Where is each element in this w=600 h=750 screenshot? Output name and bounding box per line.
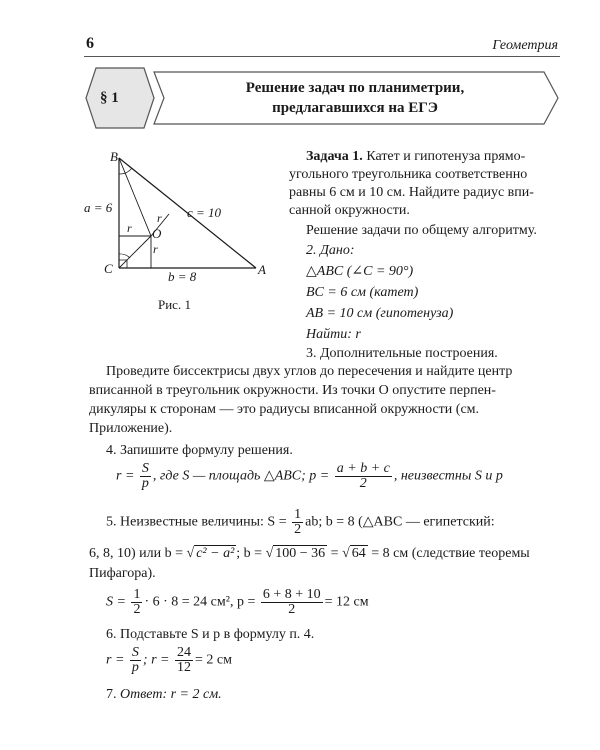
f4-b: , где S — площадь △ABC; p = <box>152 468 330 484</box>
bisector-b <box>119 158 151 236</box>
center-o-label: O <box>152 226 162 241</box>
vertex-b-label: B <box>110 149 118 164</box>
f4-den2: 2 <box>359 476 367 491</box>
step5-b: ab; b = 8 (△ABC — египетский: <box>305 514 495 530</box>
step5-num: 1 <box>294 507 302 522</box>
given-heading: 2. Дано: <box>306 243 355 258</box>
task-line1 <box>306 148 525 166</box>
step5-line1 <box>106 508 495 537</box>
task-line2: угольного треугольника соответственно <box>289 167 528 182</box>
calc-num: 1 <box>133 587 141 602</box>
calc-den: 2 <box>133 602 141 617</box>
step5-line3: Пифагора). <box>89 566 156 581</box>
side-c-label: c = 10 <box>187 205 222 220</box>
side-b-label: b = 8 <box>168 269 197 284</box>
step6-line: 6. Подставьте S и p в формулу п. 4. <box>106 627 315 642</box>
f6-a: r = <box>106 652 125 668</box>
section-number: § 1 <box>100 90 119 106</box>
step7-a: 7. <box>106 687 117 702</box>
fraction-perimeter-2 <box>261 588 323 617</box>
figure-caption: Рис. 1 <box>158 297 191 312</box>
task-line1-text: Катет и гипотенуза прямо- <box>366 149 526 164</box>
f4-num: S <box>141 461 149 476</box>
f6-den: p <box>131 660 139 675</box>
formula-step4 <box>116 462 503 491</box>
bisector-c <box>119 236 151 268</box>
running-header: Геометрия <box>492 38 558 53</box>
f4-den: p <box>141 476 149 491</box>
sqrt-sign: √ <box>265 546 274 561</box>
sqrt-3: 64 <box>351 546 366 561</box>
given-3: AB = 10 см (гипотенуза) <box>306 306 454 321</box>
step5-l2-b: ; b = <box>236 546 263 561</box>
section-title-line2: предлагавшихся на ЕГЭ <box>272 100 438 116</box>
given-2: BC = 6 см (катет) <box>306 285 419 300</box>
radius-label-1: r <box>127 221 132 235</box>
fraction-s-over-p-2 <box>130 646 141 675</box>
vertex-a-label: A <box>258 262 266 277</box>
given-1: △ABC (∠C = 90°) <box>306 264 414 279</box>
calc-b: · 6 · 8 = 24 см², p = <box>144 594 256 610</box>
answer-line <box>106 686 222 704</box>
find-line: Найти: r <box>306 327 361 342</box>
section-title-line1: Решение задач по планиметрии, <box>245 80 465 96</box>
body-p1-line2: вписанной в треугольник окружности. Из точки O опустите перпен- <box>89 383 496 398</box>
f4-c: , неизвестны S и p <box>393 468 503 484</box>
f6-den2: 12 <box>176 660 191 675</box>
f6-c: = 2 см <box>194 652 232 668</box>
section-title <box>170 78 540 118</box>
sqrt-sign: √ <box>342 546 350 561</box>
calc-line <box>106 588 369 617</box>
sqrt-1: c² − a² <box>196 546 235 561</box>
calc-c: = 12 см <box>324 594 369 610</box>
step5-a: 5. Неизвестные величины: S = <box>106 514 287 530</box>
f6-num: S <box>131 645 139 660</box>
f6-num2: 24 <box>176 645 191 660</box>
fraction-perimeter <box>335 462 392 491</box>
algorithm-line: Решение задачи по общему алгоритму. <box>306 223 537 238</box>
angle-arc-b <box>119 168 132 174</box>
fraction-half <box>292 508 303 537</box>
task-line4: санной окружности. <box>289 203 410 218</box>
f4-a: r = <box>116 468 135 484</box>
formula-step6 <box>106 646 232 675</box>
body-p1-line4: Приложение). <box>89 421 173 436</box>
step5-den: 2 <box>294 522 302 537</box>
step5-l2-a: 6, 8, 10) или b = <box>89 546 184 561</box>
calc-den2: 2 <box>288 602 296 617</box>
sqrt-sign: √ <box>186 546 195 561</box>
radius-label-2: r <box>153 242 158 256</box>
fraction-s-over-p <box>140 462 151 491</box>
angle-arc-c <box>119 254 130 258</box>
step5-l2-d: = 8 см (следствие теоремы <box>371 546 530 561</box>
step5-l2-c: = <box>330 546 339 561</box>
step3-line: 3. Дополнительные построения. <box>306 346 498 361</box>
fraction-24-12 <box>175 646 193 675</box>
vertex-c-label: C <box>104 261 113 276</box>
task-lead: Задача 1. <box>306 149 363 164</box>
answer-value: r = 2 см. <box>170 687 222 702</box>
answer-label: Ответ: <box>120 687 168 702</box>
radius-label-3: r <box>157 211 162 225</box>
f4-num2: a + b + c <box>336 461 390 476</box>
sqrt-2: 100 − 36 <box>275 546 326 561</box>
step4-line: 4. Запишите формулу решения. <box>106 443 293 458</box>
step5-line2 <box>89 545 530 563</box>
fraction-half-2 <box>131 588 142 617</box>
body-p1-line3: дикуляры к сторонам — это радиусы вписанной окружности (см. <box>89 402 480 417</box>
page-number: 6 <box>86 35 94 52</box>
task-line3: равны 6 см и 10 см. Найдите радиус впи- <box>289 185 534 200</box>
calc-a: S = <box>106 594 126 610</box>
f6-b: ; r = <box>142 652 170 668</box>
side-a-label: a = 6 <box>84 200 113 215</box>
body-p1-line1: Проведите биссектрисы двух углов до пересечения и найдите центр <box>106 364 513 379</box>
header-rule <box>84 56 560 57</box>
calc-num2: 6 + 8 + 10 <box>262 587 321 602</box>
